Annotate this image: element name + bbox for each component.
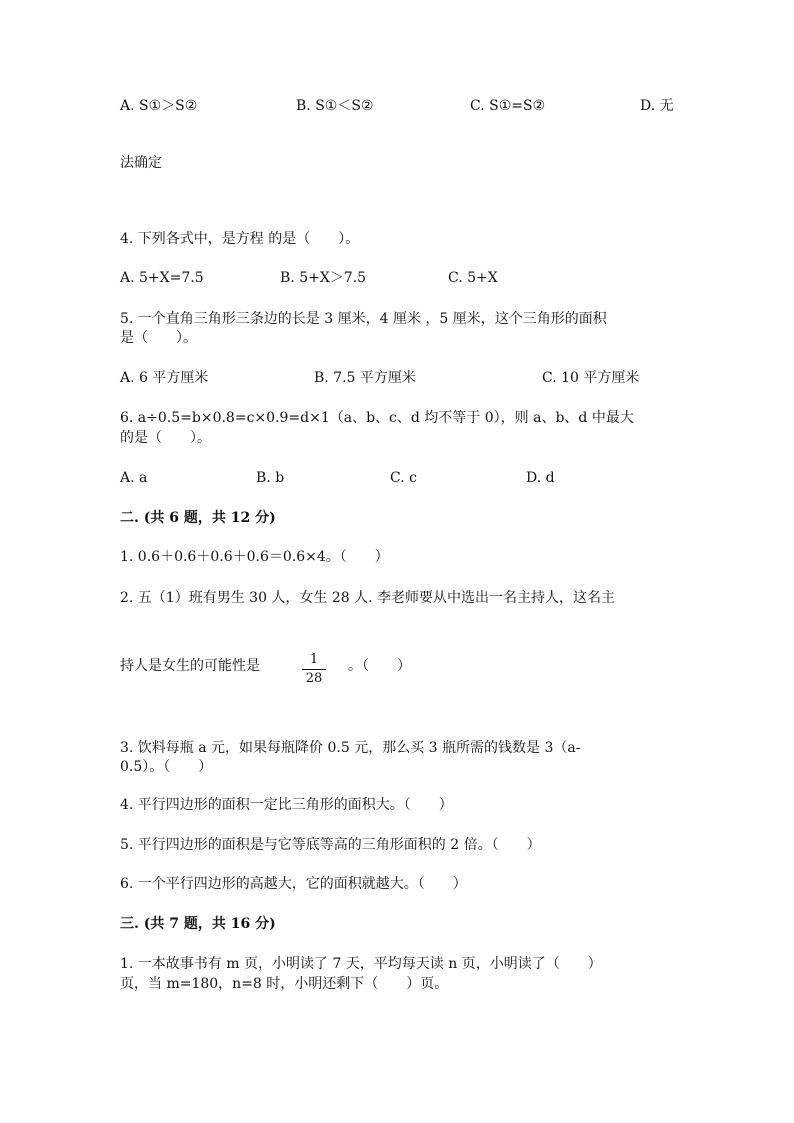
q3-option-b: B. S①＜S② bbox=[296, 98, 374, 114]
s2-q5: 5. 平行四边形的面积是与它等底等高的三角形面积的 2 倍。（ ） bbox=[120, 837, 541, 853]
fraction-bar bbox=[302, 669, 326, 670]
s1-q6-option-b: B. b bbox=[256, 470, 285, 486]
s1-q5-option-c: C. 10 平方厘米 bbox=[542, 370, 640, 386]
s2-q2-line2-after: 。（ ） bbox=[348, 658, 411, 674]
s1-q6-stem-line2: 的是（ ）。 bbox=[120, 430, 211, 446]
s2-q4: 4. 平行四边形的面积一定比三角形的面积大。（ ） bbox=[120, 797, 453, 813]
s1-q4-option-c: C. 5+X bbox=[448, 270, 498, 286]
section3-header: 三. (共 7 题，共 16 分) bbox=[120, 916, 276, 932]
s1-q5-option-b: B. 7.5 平方厘米 bbox=[314, 370, 416, 386]
s3-q1-line2: 页，当 m=180，n=8 时，小明还剩下（ ）页。 bbox=[120, 976, 449, 992]
s1-q4-option-b: B. 5+X＞7.5 bbox=[280, 270, 367, 286]
probability-fraction bbox=[302, 652, 326, 687]
s1-q5-stem-line1: 5. 一个直角三角形三条边的长是 3 厘米，4 厘米 ，5 厘米，这个三角形的面积 bbox=[120, 311, 607, 327]
s2-q2-line2-before: 持人是女生的可能性是 bbox=[120, 658, 260, 674]
s2-q3-line2: 0.5）。（ ） bbox=[120, 759, 213, 775]
section2-header: 二. (共 6 题，共 12 分) bbox=[120, 510, 276, 526]
q3-option-d-continued: 法确定 bbox=[120, 155, 162, 171]
s3-q1-line1: 1. 一本故事书有 m 页，小明读了 7 天，平均每天读 n 页，小明读了（ ） bbox=[120, 956, 602, 972]
q3-option-d: D. 无 bbox=[640, 98, 674, 114]
s1-q4-stem: 4. 下列各式中，是方程 的是（ ）。 bbox=[120, 231, 360, 247]
s2-q6: 6. 一个平行四边形的高越大，它的面积就越大。（ ） bbox=[120, 876, 467, 892]
s2-q1: 1. 0.6＋0.6＋0.6＋0.6＝0.6×4。（ ） bbox=[120, 549, 389, 565]
s1-q4-option-a: A. 5+X=7.5 bbox=[120, 270, 204, 286]
s2-q2-line1: 2. 五（1）班有男生 30 人，女生 28 人. 李老师要从中选出一名主持人，这名主 bbox=[120, 590, 616, 606]
s1-q6-stem-line1: 6. a÷0.5=b×0.8=c×0.9=d×1（a、b、c、d 均不等于 0），则 a、b、d 中最大 bbox=[120, 410, 634, 426]
q3-option-c: C. S①=S② bbox=[470, 98, 546, 114]
s1-q6-option-c: C. c bbox=[390, 470, 417, 486]
s1-q6-option-a: A. a bbox=[120, 470, 148, 486]
s1-q6-option-d: D. d bbox=[526, 470, 555, 486]
q3-option-a: A. S①＞S② bbox=[120, 98, 198, 114]
s2-q3-line1: 3. 饮料每瓶 a 元，如果每瓶降价 0.5 元，那么买 3 瓶所需的钱数是 3（a- bbox=[120, 740, 581, 756]
fraction-numerator: 1 bbox=[309, 652, 319, 667]
fraction-denominator: 28 bbox=[305, 671, 323, 686]
s1-q5-option-a: A. 6 平方厘米 bbox=[120, 370, 209, 386]
s1-q5-stem-line2: 是（ ）。 bbox=[120, 330, 197, 346]
